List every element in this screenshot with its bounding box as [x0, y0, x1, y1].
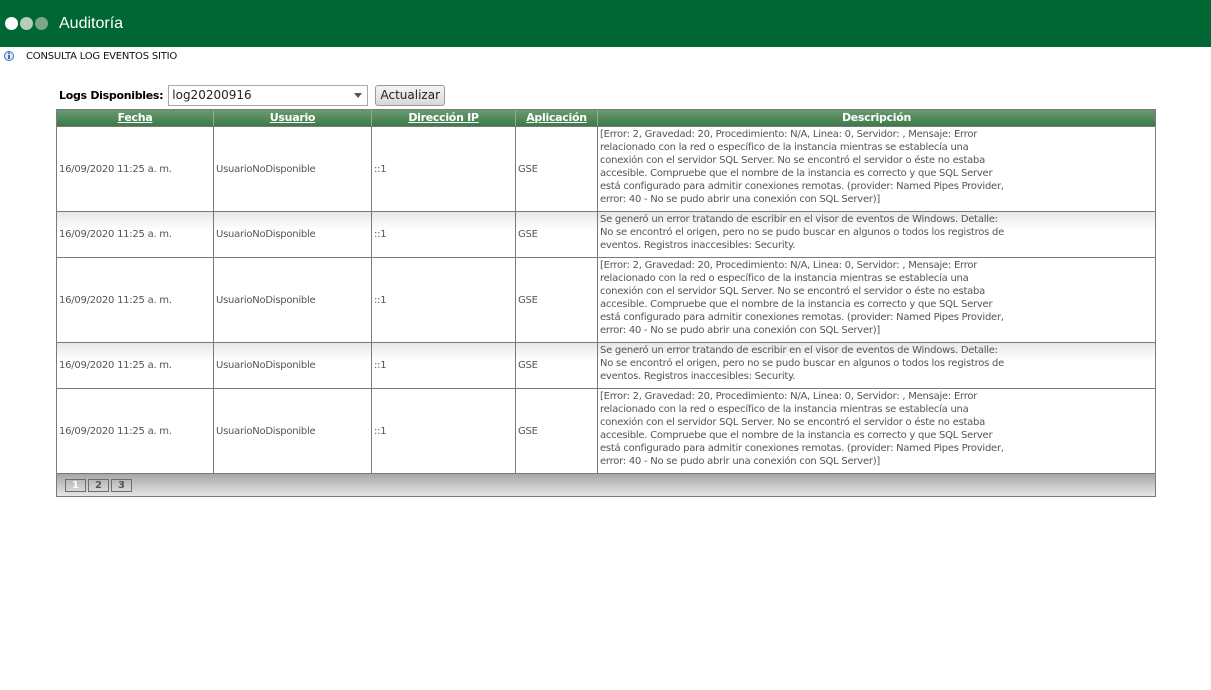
- log-select[interactable]: [168, 85, 368, 106]
- table-row: [57, 342, 1155, 388]
- cell-ip: ::1: [372, 258, 516, 342]
- dot-icon: [20, 17, 33, 30]
- cell-descripcion: Se generó un error tratando de escribir en el visor de eventos de Windows. Detalle: No se encontró el origen, pero no se pudo buscar en algunos o todos los registros de eventos. Registros inaccesibles: Security.: [600, 345, 1004, 382]
- column-header-descripcion: Descripción: [841, 111, 912, 124]
- cell-ip: ::1: [372, 212, 516, 257]
- logs-label: Logs Disponibles:: [59, 88, 164, 102]
- table-row: [57, 126, 1155, 211]
- sort-link-ip[interactable]: Dirección IP: [408, 111, 479, 124]
- cell-fecha: 16/09/2020 11:25 a. m.: [57, 343, 214, 388]
- table-row: [57, 257, 1155, 342]
- sort-link-aplicacion[interactable]: Aplicación: [526, 111, 587, 124]
- app-title: Auditoría: [59, 14, 124, 32]
- cell-descripcion: Se generó un error tratando de escribir en el visor de eventos de Windows. Detalle: No se encontró el origen, pero no se pudo buscar en algunos o todos los registros de eventos. Registros inaccesibles: Security.: [600, 214, 1004, 251]
- page-3-button[interactable]: 3: [111, 479, 132, 492]
- sort-link-usuario[interactable]: Usuario: [269, 111, 316, 124]
- log-filter: [59, 84, 445, 106]
- sort-link-fecha[interactable]: Fecha: [117, 111, 153, 124]
- page-title: CONSULTA LOG EVENTOS SITIO: [26, 50, 178, 62]
- table-header: [57, 110, 1155, 126]
- column-header-ip[interactable]: [372, 110, 516, 126]
- cell-usuario: UsuarioNoDisponible: [214, 343, 372, 388]
- cell-descripcion: [Error: 2, Gravedad: 20, Procedimiento: N/A, Linea: 0, Servidor: , Mensaje: Error relacionado con la red o específico de la instancia mientras se establecía una conexión con el servidor SQL Server. No se encontró el servidor o éste no estaba accesible. Compruebe que el nombre de la instancia es correcto y que SQL Server está configurado para admitir conexiones remotas. (provider: Named Pipes Provider, error: 40 - No se pudo abrir una conexión con SQL Server)]: [600, 260, 1004, 336]
- cell-fecha: 16/09/2020 11:25 a. m.: [57, 389, 214, 473]
- cell-usuario: UsuarioNoDisponible: [214, 389, 372, 473]
- column-header-usuario[interactable]: [214, 110, 372, 126]
- column-header-fecha[interactable]: [57, 110, 214, 126]
- pagination: [57, 473, 1155, 496]
- cell-ip: ::1: [372, 389, 516, 473]
- log-select-value: log20200916: [172, 88, 252, 102]
- page-1-button[interactable]: 1: [65, 479, 86, 492]
- dot-icon: [35, 17, 48, 30]
- window-dots: [5, 17, 50, 30]
- cell-aplicacion: GSE: [516, 127, 598, 211]
- cell-ip: ::1: [372, 343, 516, 388]
- page-2-button[interactable]: 2: [88, 479, 109, 492]
- cell-aplicacion: GSE: [516, 258, 598, 342]
- cell-aplicacion: GSE: [516, 343, 598, 388]
- cell-usuario: UsuarioNoDisponible: [214, 258, 372, 342]
- cell-fecha: 16/09/2020 11:25 a. m.: [57, 127, 214, 211]
- dot-icon: [5, 17, 18, 30]
- section-header: [0, 47, 600, 65]
- cell-descripcion: [Error: 2, Gravedad: 20, Procedimiento: N/A, Linea: 0, Servidor: , Mensaje: Error relacionado con la red o específico de la instancia mientras se establecía una conexión con el servidor SQL Server. No se encontró el servidor o éste no estaba accesible. Compruebe que el nombre de la instancia es correcto y que SQL Server está configurado para admitir conexiones remotas. (provider: Named Pipes Provider, error: 40 - No se pudo abrir una conexión con SQL Server)]: [600, 391, 1004, 467]
- table-row: [57, 211, 1155, 257]
- table-row: [57, 388, 1155, 473]
- app-header: [0, 0, 1211, 47]
- refresh-button[interactable]: Actualizar: [375, 85, 445, 106]
- events-table: [56, 109, 1156, 497]
- cell-usuario: UsuarioNoDisponible: [214, 127, 372, 211]
- cell-aplicacion: GSE: [516, 389, 598, 473]
- info-icon: [4, 50, 14, 62]
- cell-fecha: 16/09/2020 11:25 a. m.: [57, 212, 214, 257]
- cell-aplicacion: GSE: [516, 212, 598, 257]
- chevron-down-icon: [351, 93, 365, 98]
- cell-descripcion: [Error: 2, Gravedad: 20, Procedimiento: N/A, Linea: 0, Servidor: , Mensaje: Error relacionado con la red o específico de la instancia mientras se establecía una conexión con el servidor SQL Server. No se encontró el servidor o éste no estaba accesible. Compruebe que el nombre de la instancia es correcto y que SQL Server está configurado para admitir conexiones remotas. (provider: Named Pipes Provider, error: 40 - No se pudo abrir una conexión con SQL Server)]: [600, 129, 1004, 205]
- cell-ip: ::1: [372, 127, 516, 211]
- cell-usuario: UsuarioNoDisponible: [214, 212, 372, 257]
- column-header-aplicacion[interactable]: [516, 110, 598, 126]
- cell-fecha: 16/09/2020 11:25 a. m.: [57, 258, 214, 342]
